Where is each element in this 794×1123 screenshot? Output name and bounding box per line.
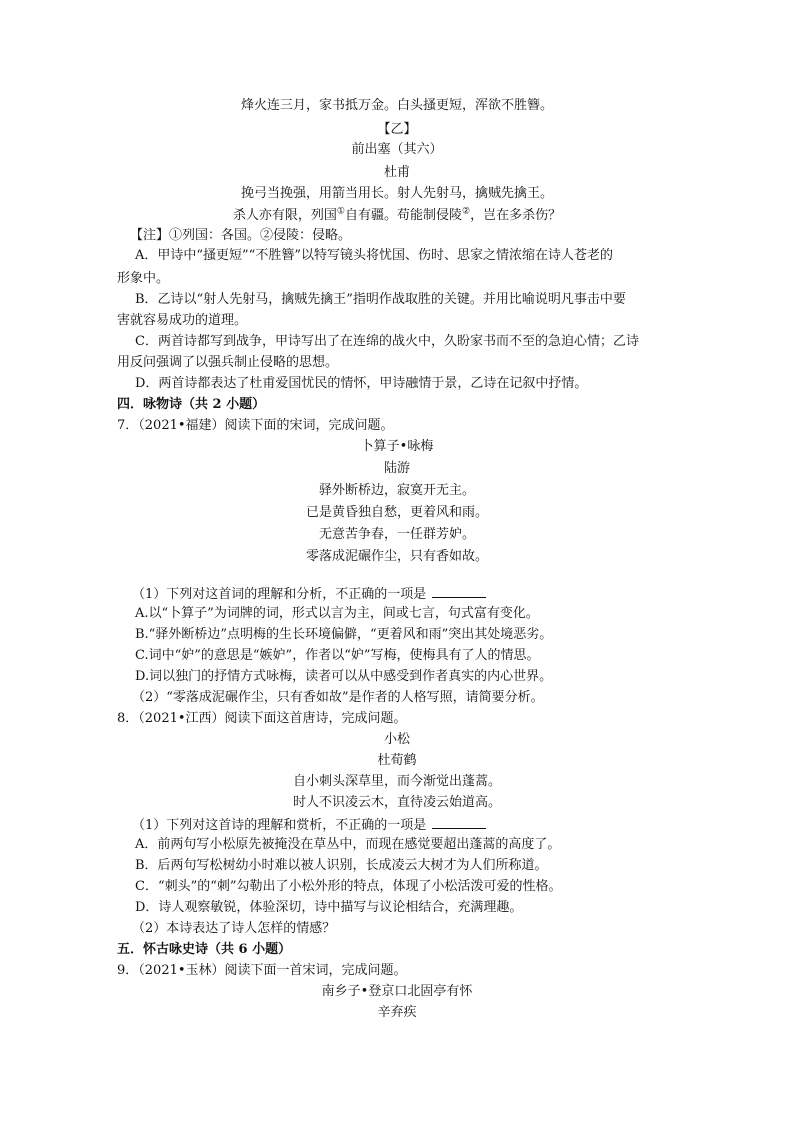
yi-poem-line-2: 杀人亦有限，列国①自有疆。苟能制侵陵②，岂在多杀伤？ — [232, 206, 562, 223]
q7-option-a: A.以“卜算子”为词牌的词，形式以言为主，间或七言，句式富有变化。 — [135, 606, 539, 621]
q8-stem: 8．（2021•江西）阅读下面这首唐诗，完成问题。 — [117, 711, 407, 726]
q8-poem-line-2: 时人不识凌云木，直待凌云始道高。 — [292, 795, 501, 810]
q7-poem-line-3: 无意苦争春，一任群芳妒。 — [318, 527, 475, 542]
q6-option-a-line-2: 形象中。 — [117, 271, 170, 286]
q7-poem-line-1: 驿外断桥边，寂寞开无主。 — [318, 483, 475, 498]
answer-blank[interactable] — [432, 585, 486, 598]
q7-poem-line-4: 零落成泥碾作尘，只有香如故。 — [305, 549, 488, 564]
q6-option-b-line-1: B．乙诗以“射人先射马，擒贼先擒王”指明作战取胜的关键。并用比喻说明凡事击中要 — [135, 292, 626, 307]
q7-poem-line-2: 已是黄昏独自愁，更着风和雨。 — [305, 505, 488, 520]
q9-stem: 9．（2021•玉林）阅读下面一首宋词，完成问题。 — [117, 963, 407, 978]
q7-subquestion-2: （2）“零落成泥碾作尘，只有香如故”是作者的人格写照，请简要分析。 — [132, 690, 544, 705]
q8-poem-title: 小松 — [383, 732, 410, 747]
q6-option-c-line-2: 用反问强调了以强兵制止侵略的思想。 — [117, 355, 339, 370]
q9-poem-author: 辛弃疾 — [377, 1005, 417, 1020]
yi-marker: 【乙】 — [377, 122, 417, 137]
q7-subquestion-1: （1）下列对这首词的理解和分析，不正确的一项是 — [132, 585, 486, 603]
yi-poem-author: 杜甫 — [383, 165, 410, 180]
q7-option-d: D.词以独门的抒情方式咏梅，读者可以从中感受到作者真实的内心世界。 — [135, 669, 553, 684]
annotation-note: 【注】①列国：各国。②侵陵：侵略。 — [130, 228, 352, 243]
q8-subquestion-2: （2）本诗表达了诗人怎样的情感？ — [132, 921, 336, 936]
yi-poem-title: 前出塞（其六） — [351, 142, 443, 157]
q8-option-a: A．前两句写小松原先被掩没在草丛中，而现在感觉要超出蓬蒿的高度了。 — [135, 837, 561, 852]
q8-option-d: D．诗人观察敏锐，体验深切，诗中描写与议论相结合，充满理趣。 — [135, 900, 523, 915]
section-4-heading: 四．咏物诗（共 2 小题） — [117, 397, 266, 412]
q8-option-c: C．“刺头”的“刺”勾勒出了小松外形的特点，体现了小松活泼可爱的性格。 — [135, 879, 562, 894]
q8-subquestion-1: （1）下列对这首诗的理解和赏析，不正确的一项是 — [132, 816, 486, 834]
q7-option-b: B.“驿外断桥边”点明梅的生长环境偏僻，“更着风和雨”突出其处境恶劣。 — [135, 627, 553, 642]
q9-poem-title: 南乡子•登京口北固亭有怀 — [321, 984, 473, 999]
q7-poem-title: 卜算子•咏梅 — [360, 439, 434, 454]
q7-stem: 7．（2021•福建）阅读下面的宋词，完成问题。 — [117, 418, 394, 433]
q6-option-c-line-1: C．两首诗都写到战争，甲诗写出了在连绵的战火中，久盼家书而不至的急迫心情；乙诗 — [135, 334, 639, 349]
q6-option-a-line-1: A．甲诗中“搔更短”“不胜簪”以特写镜头将忧国、伤时、思家之情浓缩在诗人苍老的 — [135, 248, 613, 263]
q8-poem-line-1: 自小刺头深草里，而今渐觉出蓬蒿。 — [292, 774, 501, 789]
q7-poem-author: 陆游 — [383, 461, 410, 476]
q6-option-d: D．两首诗都表达了杜甫爱国忧民的情怀，甲诗融情于景，乙诗在记叙中抒情。 — [135, 376, 588, 391]
q8-poem-author: 杜荀鹤 — [377, 753, 417, 768]
q7-option-c: C.词中“妒”的意思是“嫉妒”，作者以“妒”写梅，使梅具有了人的情思。 — [135, 648, 540, 663]
q8-option-b: B．后两句写松树幼小时难以被人识别，长成凌云大树才为人们所称道。 — [135, 858, 548, 873]
jia-poem-last-line: 烽火连三月，家书抵万金。白头搔更短，浑欲不胜簪。 — [240, 98, 553, 113]
q6-option-b-line-2: 害就容易成功的道理。 — [117, 313, 248, 328]
section-5-heading: 五．怀古咏史诗（共 6 小题） — [117, 942, 292, 957]
yi-poem-line-1: 挽弓当挽强，用箭当用长。射人先射马，擒贼先擒王。 — [240, 186, 553, 201]
answer-blank[interactable] — [432, 816, 486, 829]
